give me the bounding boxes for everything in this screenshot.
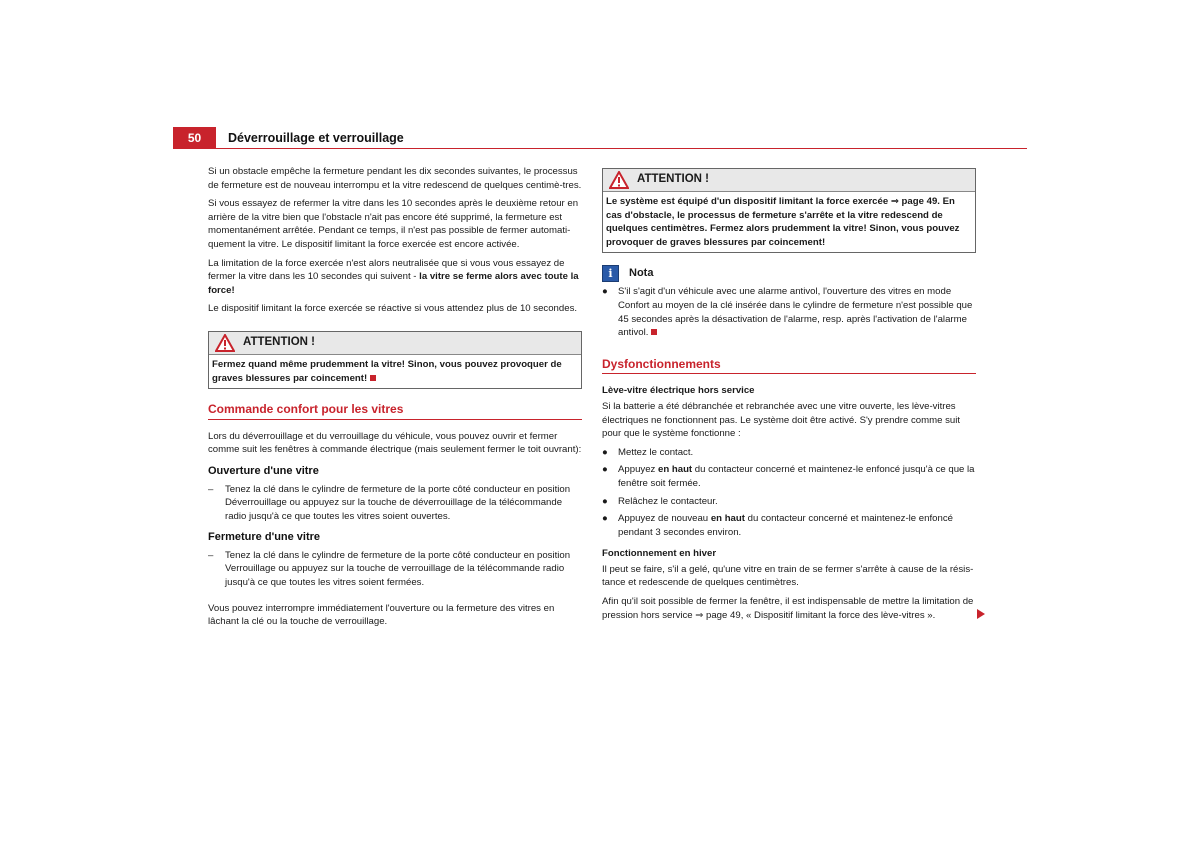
paragraph: Vous pouvez interrompre immédiatement l'ouverture ou la fermeture des vitres en lâchant la clé ou la touche de verrouillage. [208,602,555,628]
paragraph: Si vous essayez de refermer la vitre dans les 10 secondes après le deuxième retour en arrière de la vitre bien que l'obstacle n'ait pas encore été supprimé, la fermeture est momentanément arrêtée. Pendant ce temps, il n'est pas possible de fermer automati-quement la vitre. Le dispositif limitant la force exercée est encore activée. [208,198,579,250]
warning-header [603,169,975,192]
list-item-bold-text: en haut [710,513,745,525]
paragraph: Si la batterie a été débranchée et rebranchée avec une vitre ouverte, les lève-vitres électriques ne fonctionnent pas. Le système doit être activé. S'y prendre comme suit pour que le système fonctionne : [602,400,961,440]
warning-header [209,332,581,355]
note-text: S'il s'agit d'un véhicule avec une alarme antivol, l'ouverture des vitres en mode Confort au moyen de la clé insérée dans le cylindre de fermeture n'est possible que 45 secondes après la désactivation de l'alarme, resp. après l'activation de l'alarme antivol. [618,286,973,339]
paragraph: Afin qu'il soit possible de fermer la fenêtre, il est indispensable de mettre la limitation de pression hors service ⇒ page 49, « Dispositif limitant la force des lève-vitres ». [602,596,974,621]
list-item-text: Appuyez [618,464,659,476]
right-column [602,168,976,627]
paragraph [208,257,582,298]
list-item [602,463,976,490]
end-marker-icon [370,375,376,381]
list-item [602,495,976,509]
paragraph: Le dispositif limitant la force exercée se réactive si vous attendez plus de 10 secondes. [208,303,578,315]
left-column [208,165,582,634]
list-item-text: du contacteur concerné et maintenez-le enfoncé pendant 3 secondes environ. [618,513,953,538]
note-title: Nota [629,267,654,280]
paragraph: Il peut se faire, s'il a gelé, qu'une vitre en train de se fermer s'arrête à cause de la résis-tance et redescende de quelques centimètres. [602,563,974,589]
bullet-icon: ● [602,495,608,507]
page-title: Déverrouillage et verrouillage [228,131,404,145]
list-item-text: Appuyez de nouveau [618,513,711,525]
paragraph-bold-text: la vitre se ferme alors avec toute la force! [208,271,579,296]
continue-arrow-icon [977,609,985,619]
dash-icon: – [208,483,214,495]
paragraph: Si un obstacle empêche la fermeture pendant les dix secondes suivantes, le processus de fermeture est de nouveau interrompu et la vitre redescend de quelques centimè-tres. [208,166,582,191]
warning-triangle-icon [609,171,629,189]
info-icon: i [602,265,619,282]
list-item-text: Tenez la clé dans le cylindre de fermeture de la porte côté conducteur en position Déverrouillage ou appuyez sur la touche de déverrouillage de la télécommande radio jusqu'à ce que toutes les vitres soient ouvertes. [225,483,571,522]
bullet-icon: ● [602,446,608,458]
list-item-text: Tenez la clé dans le cylindre de fermeture de la porte côté conducteur en position Verrouillage ou appuyez sur la touche de verrouillage de la télécommande radio jusqu'à ce que toutes les vitres soient fermées. [225,549,571,589]
warning-title: ATTENTION ! [637,173,709,186]
list-item-bold-text: en haut [658,464,693,476]
bullet-icon: ● [602,513,608,525]
note-header [602,265,976,282]
warning-body [209,355,581,388]
list-item [208,483,582,524]
dash-icon: – [208,549,214,561]
subsection-title: Ouverture d'une vitre [208,464,319,477]
paragraph-text: La limitation de la force exercée n'est alors neutralisée que si vous vous essayez de fermer la vitre dans les 10 secondes qui suivent - [208,257,565,283]
bullet-icon: ● [602,286,608,298]
end-marker-icon [651,329,657,335]
warning-triangle-icon [215,334,235,352]
note-item [602,285,976,339]
warning-title: ATTENTION ! [243,336,315,349]
warning-box [602,168,976,253]
warning-box [208,331,582,389]
subsection-title: Fermeture d'une vitre [208,531,321,544]
list-item [208,549,582,590]
warning-body: Le système est équipé d'un dispositif limitant la force exercée ⇒ page 49. En cas d'obstacle, le processus de fermeture s'arrête et la vitre redescend de quelques centimètres. Fermez alors prudemment la vitre! Sinon, vous pouvez provoquer de graves blessures par coincement! [606,196,960,248]
section-title: Commande confort pour les vitres [208,403,582,420]
list-item-text: du contacteur concerné et maintenez-le enfoncé jusqu'à ce que la fenêtre soit fermée. [618,464,975,489]
warning-text: Fermez quand même prudemment la vitre! Sinon, vous pouvez provoquer de graves blessures par coincement! [212,358,562,384]
list-item-text: Mettez le contact. [618,446,694,458]
subsection-title: Lève-vitre électrique hors service [602,385,755,397]
bullet-icon: ● [602,464,608,476]
subsection-title: Fonctionnement en hiver [602,548,717,560]
paragraph: Lors du déverrouillage et du verrouillage du véhicule, vous pouvez ouvrir et fermer comme suit les fenêtres à commande électrique (mais seulement fermer le toit ouvrant): [208,430,582,456]
list-item [602,512,976,539]
list-item [602,446,976,460]
header-divider [173,148,1027,149]
list-item-text: Relâchez le contacteur. [618,495,718,507]
section-title: Dysfonctionnements [602,358,976,375]
page-number: 50 [173,127,216,149]
